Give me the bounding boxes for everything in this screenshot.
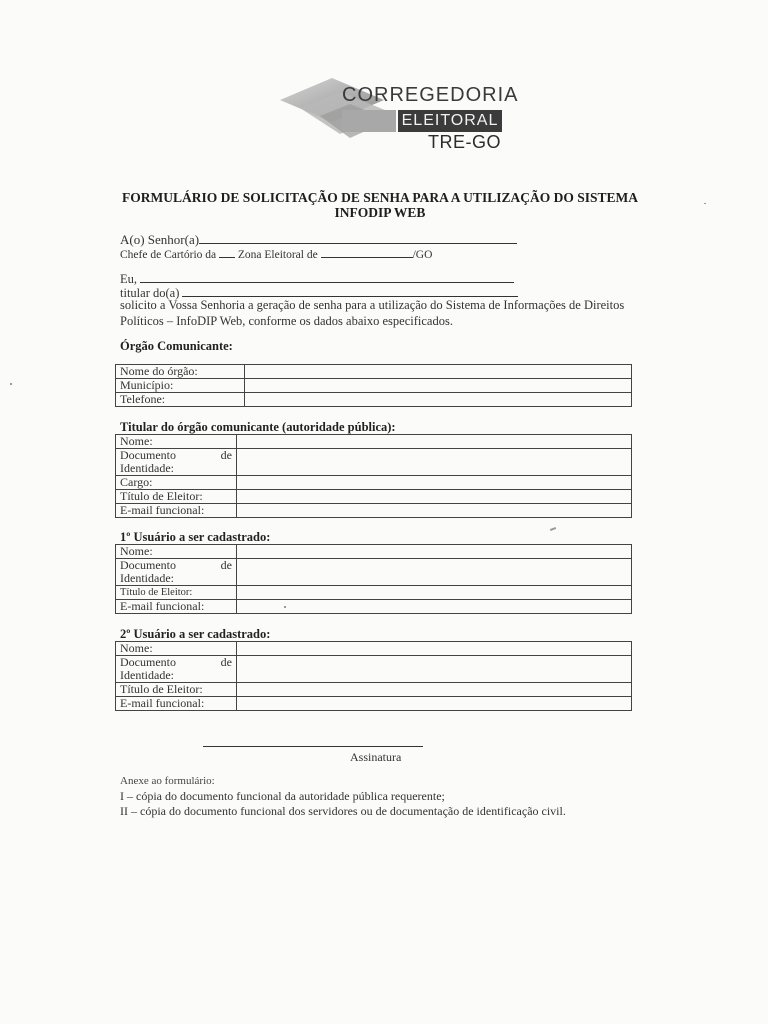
scan-speck (550, 527, 556, 531)
titular-cargo-label: Cargo: (116, 476, 237, 490)
table-row (116, 600, 632, 614)
table-row (116, 504, 632, 518)
eu-blank[interactable] (140, 271, 514, 283)
table-row (116, 586, 632, 600)
table-row (116, 393, 632, 407)
titular-nome-input[interactable] (237, 435, 632, 449)
scan-speck (10, 383, 12, 385)
eu-label: Eu, (120, 272, 138, 286)
titular-titulo-input[interactable] (237, 490, 632, 504)
user2-email-input[interactable] (237, 697, 632, 711)
doc-label-b: Identidade: (120, 461, 174, 475)
form-title-line1: FORMULÁRIO DE SOLICITAÇÃO DE SENHA PARA A UTILIZAÇÃO DO SISTEMA (122, 190, 638, 205)
zona-blank[interactable] (321, 246, 413, 258)
doc-label-a: Documento (120, 448, 176, 462)
logo-corregedoria-text: CORREGEDORIA (342, 84, 519, 106)
table-row (116, 642, 632, 656)
orgao-section-title: Órgão Comunicante: (120, 339, 233, 353)
titular-nome-label: Nome: (116, 435, 237, 449)
signature-line[interactable] (203, 746, 423, 747)
doc-label-de: de (220, 448, 232, 462)
corregedoria-logo (280, 78, 520, 150)
table-row (116, 559, 632, 586)
user2-titulo-label: Título de Eleitor: (116, 683, 237, 697)
solicito-line1: solicito a Vossa Senhoria a geração de senha para a utilização do Sistema de Informações de Direitos (120, 298, 625, 312)
solicito-line2: Políticos – InfoDIP Web, conforme os dados abaixo especificados. (120, 314, 453, 328)
user1-titulo-input[interactable] (237, 586, 632, 600)
user1-email-input[interactable] (237, 600, 632, 614)
user1-table (115, 544, 632, 614)
user2-doc-label (116, 656, 237, 683)
user2-doc-input[interactable] (237, 656, 632, 683)
logo-tre-go-text: TRE-GO (428, 132, 501, 152)
user1-email-label: E-mail funcional: (116, 600, 237, 614)
user1-nome-input[interactable] (237, 545, 632, 559)
titular-section-title: Titular do órgão comunicante (autoridade pública): (120, 420, 396, 434)
table-row (116, 365, 632, 379)
annex-item-2: II – cópia do documento funcional dos servidores ou de documentação de identificação civil. (120, 804, 566, 818)
titular-email-label: E-mail funcional: (116, 504, 237, 518)
chefe-label: Chefe de Cartório da (120, 249, 217, 261)
user2-titulo-input[interactable] (237, 683, 632, 697)
logo-eleitoral-text: ELEITORAL (398, 110, 502, 132)
doc-label-de: de (220, 655, 232, 669)
titular-table (115, 434, 632, 518)
form-title-line2: INFODIP WEB (334, 205, 426, 220)
signature-label: Assinatura (350, 750, 402, 764)
user2-nome-label: Nome: (116, 642, 237, 656)
titular-blank[interactable] (182, 285, 518, 297)
doc-label-de: de (220, 558, 232, 572)
table-row (116, 476, 632, 490)
table-row (116, 545, 632, 559)
senhor-blank[interactable] (199, 232, 517, 244)
annex-item-1: I – cópia do documento funcional da autoridade pública requerente; (120, 789, 445, 803)
go-label: /GO (412, 249, 433, 261)
solicito-paragraph (120, 297, 635, 329)
orgao-nome-label: Nome do órgão: (116, 365, 245, 379)
user1-doc-input[interactable] (237, 559, 632, 586)
user1-section-title: 1º Usuário a ser cadastrado: (120, 530, 271, 544)
doc-label-b: Identidade: (120, 668, 174, 682)
chefe-field (120, 246, 432, 261)
table-row (116, 449, 632, 476)
user2-section-title: 2º Usuário a ser cadastrado: (120, 627, 271, 641)
orgao-telefone-input[interactable] (245, 393, 632, 407)
table-row (116, 379, 632, 393)
table-row (116, 490, 632, 504)
scan-speck (284, 606, 286, 608)
doc-label-a: Documento (120, 655, 176, 669)
user2-email-label: E-mail funcional: (116, 697, 237, 711)
annex-title: Anexe ao formulário: (120, 775, 215, 787)
doc-label-a: Documento (120, 558, 176, 572)
cartorio-blank[interactable] (219, 246, 235, 258)
scan-speck (704, 203, 706, 204)
titular-titulo-label: Título de Eleitor: (116, 490, 237, 504)
doc-label-b: Identidade: (120, 571, 174, 585)
user1-titulo-label: Título de Eleitor: (116, 586, 237, 600)
user1-doc-label (116, 559, 237, 586)
user1-nome-label: Nome: (116, 545, 237, 559)
table-row (116, 683, 632, 697)
table-row (116, 435, 632, 449)
table-row (116, 697, 632, 711)
table-row (116, 656, 632, 683)
titular-cargo-input[interactable] (237, 476, 632, 490)
titular-label: titular do(a) (120, 286, 180, 300)
orgao-municipio-input[interactable] (245, 379, 632, 393)
orgao-nome-input[interactable] (245, 365, 632, 379)
orgao-table (115, 364, 632, 407)
titular-email-input[interactable] (237, 504, 632, 518)
senhor-label: A(o) Senhor(a) (120, 232, 200, 247)
user2-table (115, 641, 632, 711)
form-title (120, 190, 640, 220)
user2-nome-input[interactable] (237, 642, 632, 656)
orgao-municipio-label: Município: (116, 379, 245, 393)
titular-doc-input[interactable] (237, 449, 632, 476)
titular-doc-label (116, 449, 237, 476)
orgao-telefone-label: Telefone: (116, 393, 245, 407)
zona-label: Zona Eleitoral de (237, 249, 318, 261)
